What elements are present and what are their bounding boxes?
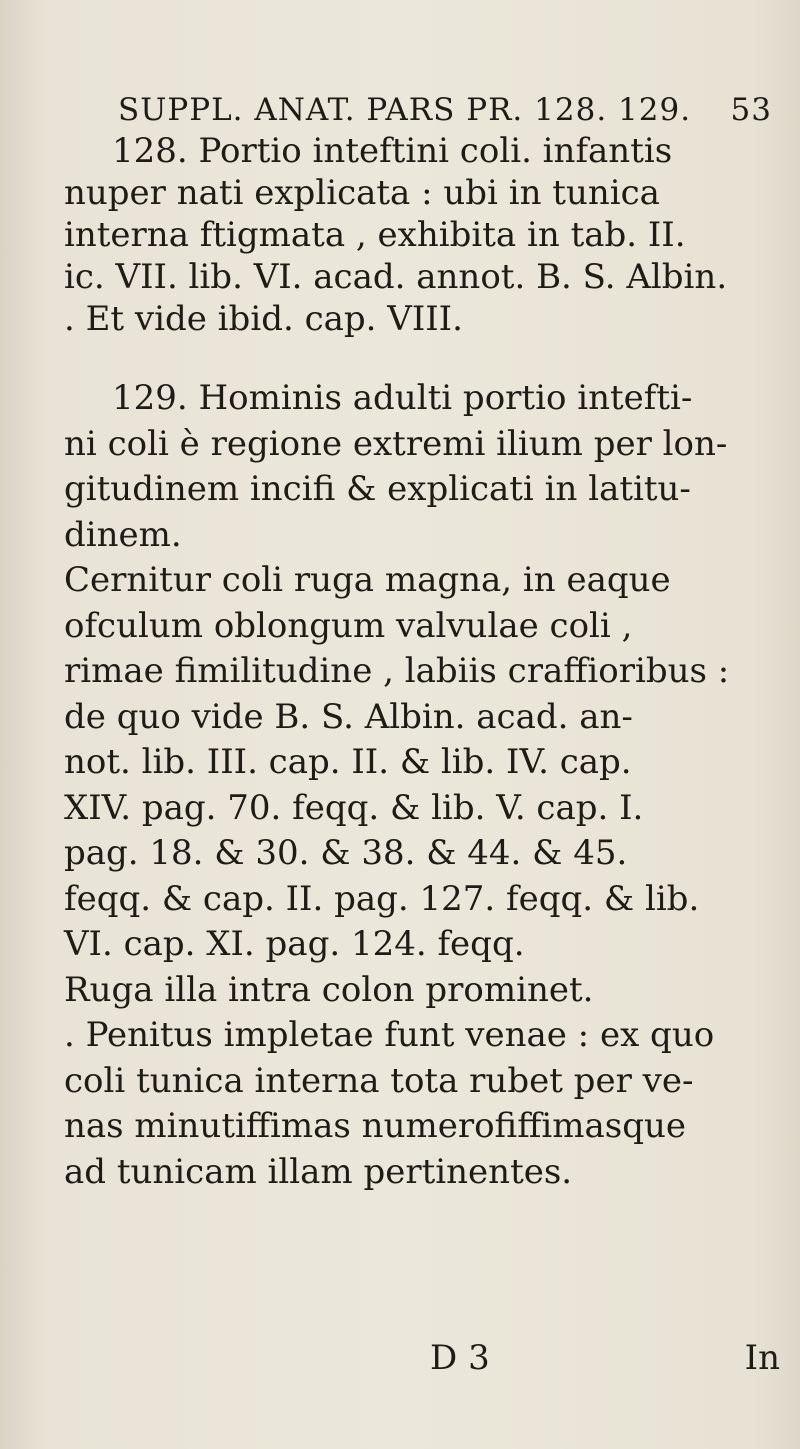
running-header: [118, 92, 772, 128]
text-line: ad tunicam illam pertinentes.: [64, 1151, 573, 1192]
page-number: 53: [730, 92, 772, 128]
text-line: de quo vide B. S. Albin. acad. an-: [64, 696, 633, 737]
text-line: feqq. & cap. II. pag. 127. feqq. & lib.: [64, 878, 700, 919]
text-line: Ruga illa intra colon prominet.: [64, 969, 594, 1010]
text-line: pag. 18. & 30. & 38. & 44. & 45.: [64, 833, 628, 873]
text-line: ic. VII. lib. VI. acad. annot. B. S. Albin.: [64, 257, 728, 297]
text-line: 129. Hominis adulti portio intefti-: [112, 378, 693, 418]
text-line: Cernitur coli ruga magna, in eaque: [64, 560, 671, 600]
text-line: XIV. pag. 70. feqq. & lib. V. cap. I.: [64, 787, 644, 828]
text-line: gitudinem incifi & explicati in latitu-: [64, 469, 691, 509]
paragraph-128: [60, 130, 780, 340]
page-footer: [430, 1338, 780, 1378]
text-line: coli tunica interna tota rubet per ve-: [64, 1060, 694, 1101]
text-line: VI. cap. XI. pag. 124. feqq.: [64, 924, 525, 964]
text-line: . Et vide ibid. cap. VIII.: [64, 299, 463, 339]
text-line: nas minutiffimas numerofiffimasque: [64, 1106, 686, 1146]
catchword: In: [744, 1338, 780, 1378]
text-line: ni coli è regione extremi ilium per lon-: [64, 423, 728, 464]
text-line: 128. Portio inteftini coli. infantis: [112, 131, 673, 171]
text-line: . Penitus impletae funt venae : ex quo: [64, 1015, 715, 1055]
text-line: ofculum oblongum valvulae coli ,: [64, 605, 633, 646]
text-line: rimae fimilitudine , labiis craffioribus :: [64, 651, 730, 691]
paragraph-129: [60, 376, 780, 1195]
text-line: nuper nati explicata : ubi in tunica: [64, 173, 660, 213]
running-head-text: SUPPL. ANAT. PARS PR. 128. 129.: [118, 92, 692, 128]
text-line: not. lib. III. cap. II. & lib. IV. cap.: [64, 742, 632, 782]
signature-mark: D 3: [430, 1338, 490, 1378]
text-line: interna ftigmata , exhibita in tab. II.: [64, 215, 686, 255]
text-line: dinem.: [64, 514, 182, 555]
